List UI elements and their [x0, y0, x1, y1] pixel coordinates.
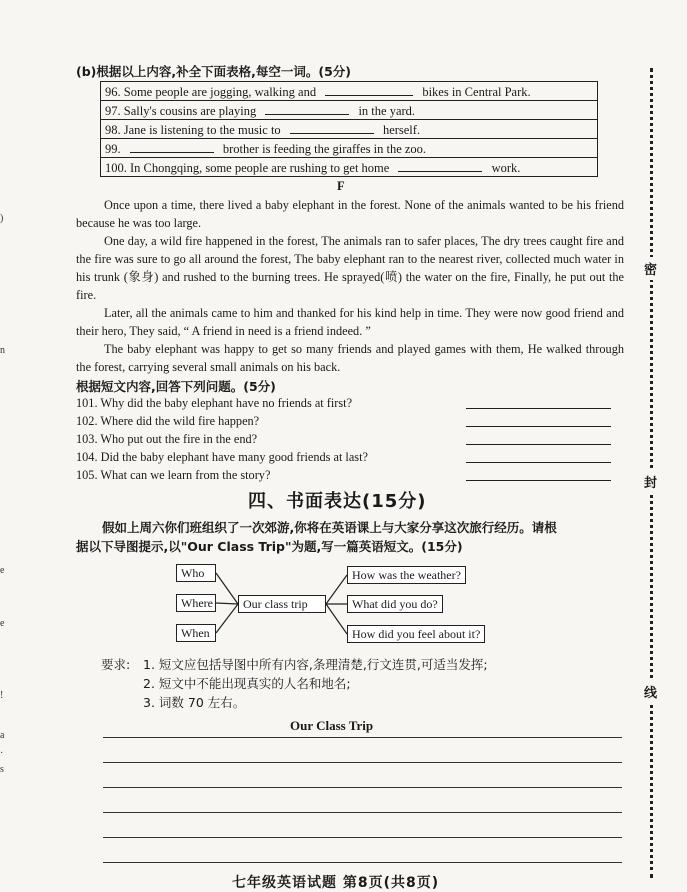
margin-fragment: ! [0, 690, 4, 701]
writing-prompt: 假如上周六你们班组织了一次郊游,你将在英语课上与大家分享这次旅行经历。请根 [102, 520, 557, 535]
row-text: 100. In Chongqing, some people are rushing to get home [105, 161, 390, 175]
row-text: herself. [382, 123, 421, 137]
answer-line[interactable] [466, 426, 611, 427]
writing-line[interactable] [103, 862, 622, 863]
writing-line[interactable] [103, 787, 622, 788]
question-item: 103. Who put out the fire in the end? [76, 432, 258, 446]
table-row [101, 82, 597, 101]
answer-line[interactable] [466, 408, 611, 409]
question-instruction: 根据短文内容,回答下列问题。(5分) [76, 379, 276, 394]
binding-label-envelope: 封 [644, 470, 657, 493]
fill-in-table [100, 81, 598, 177]
requirement-item: 1. 短文应包括导图中所有内容,条理清楚,行文连贯,可适当发挥; [143, 657, 488, 672]
table-row [101, 120, 597, 139]
mind-map-node-who: Who [176, 564, 216, 582]
requirement-item: 2. 短文中不能出现真实的人名和地名; [143, 676, 351, 691]
mind-map-node-where: Where [176, 594, 216, 612]
passage-title: F [337, 179, 345, 193]
passage-paragraph: One day, a wild fire happened in the forest, The animals ran to safer places, The dry trees caught fire and the fire was sure to go all around the forest, The baby elephant ran to the nearest river, collected much water in his trunk (象身) and rushed to the burning trees. He sprayed(喷) the water on the fire, Finally, he put out the fire. [76, 234, 624, 302]
requirement-item: 3. 词数 70 左右。 [143, 695, 246, 710]
binding-label-line: 线 [644, 680, 657, 703]
row-text: work. [491, 161, 521, 175]
mind-map-center: Our class trip [238, 595, 326, 613]
essay-title: Our Class Trip [290, 718, 374, 733]
margin-fragment: a [0, 730, 5, 741]
row-text: 97. Sally's cousins are playing [105, 104, 257, 118]
answer-line[interactable] [466, 480, 611, 481]
mind-map-node-when: When [176, 624, 216, 642]
margin-fragment: · [0, 748, 4, 759]
table-row [101, 158, 597, 176]
writing-prompt: 据以下导图提示,以"Our Class Trip"为题,写一篇英语短文。(15分) [76, 539, 463, 554]
answer-blank[interactable] [265, 101, 349, 115]
row-text: brother is feeding the giraffes in the zoo. [222, 142, 427, 156]
question-item: 104. Did the baby elephant have many good friends at last? [76, 450, 368, 464]
answer-blank[interactable] [130, 139, 214, 153]
mind-map-node-weather: How was the weather? [347, 566, 466, 584]
row-text: 99. [105, 142, 121, 156]
table-row [101, 101, 597, 120]
margin-fragment: e [0, 565, 5, 576]
requirements-label: 要求: [101, 657, 131, 672]
section-title: 四、书面表达(15分) [248, 491, 427, 512]
writing-line[interactable] [103, 812, 622, 813]
binding-label-seal: 密 [644, 257, 657, 280]
question-item: 105. What can we learn from the story? [76, 468, 271, 482]
answer-line[interactable] [466, 444, 611, 445]
passage-paragraph: Later, all the animals came to him and thanked for his kind help in time. They were now good friend and their hero, They said, “ A friend in need is a friend indeed. ” [76, 306, 624, 338]
passage-paragraph: The baby elephant was happy to get so many friends and played games with them, He walked through the forest, carrying several small animals on his back. [76, 342, 624, 374]
page-footer: 七年级英语试题 第8页(共8页) [232, 875, 440, 891]
margin-fragment: ) [0, 213, 4, 224]
row-text: bikes in Central Park. [422, 85, 531, 99]
question-item: 101. Why did the baby elephant have no friends at first? [76, 396, 353, 410]
answer-line[interactable] [466, 462, 611, 463]
margin-fragment: s [0, 764, 4, 775]
row-text: 98. Jane is listening to the music to [105, 123, 281, 137]
answer-blank[interactable] [325, 82, 413, 96]
part-b-instruction: (b)根据以上内容,补全下面表格,每空一词。(5分) [76, 64, 351, 79]
answer-blank[interactable] [290, 120, 374, 134]
writing-line[interactable] [103, 737, 622, 738]
row-text: 96. Some people are jogging, walking and [105, 85, 317, 99]
answer-blank[interactable] [398, 158, 482, 172]
writing-line[interactable] [103, 762, 622, 763]
margin-fragment: n [0, 345, 5, 356]
writing-line[interactable] [103, 837, 622, 838]
question-item: 102. Where did the wild fire happen? [76, 414, 260, 428]
margin-fragment: e [0, 618, 5, 629]
row-text: in the yard. [358, 104, 416, 118]
mind-map-node-activity: What did you do? [347, 595, 443, 613]
mind-map-node-feeling: How did you feel about it? [347, 625, 485, 643]
table-row [101, 139, 597, 158]
passage-paragraph: Once upon a time, there lived a baby elephant in the forest. None of the animals wanted to be his friend because he was too large. [76, 198, 624, 230]
